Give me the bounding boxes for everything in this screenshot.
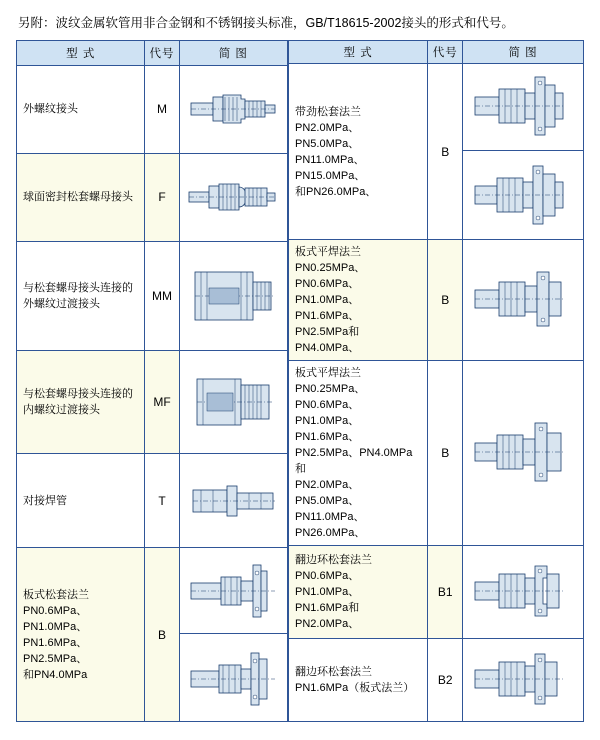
table-row — [289, 639, 584, 722]
table-row — [17, 548, 288, 634]
row-code: T — [145, 454, 179, 548]
ribbed-lap-joint-flange-figure-2 — [463, 151, 584, 240]
header-type: 型 式 — [289, 41, 428, 64]
plate-slip-on-welding-flange-2-figure — [463, 361, 584, 546]
flared-ring-lap-joint-flange-figure — [463, 546, 584, 639]
row-code: B2 — [428, 639, 463, 722]
row-type: 翻边环松套法兰 PN0.6MPa、PN1.0MPa、 PN1.6MPa和PN2.0MPa、 — [289, 546, 428, 639]
row-code: MF — [145, 351, 179, 454]
row-type: 外螺纹接头 — [17, 65, 145, 153]
row-code: B — [145, 548, 179, 722]
row-code: F — [145, 153, 179, 241]
table-row — [17, 241, 288, 351]
table-row — [17, 153, 288, 241]
left-table — [16, 40, 288, 722]
page-title: 另附：波纹金属软管用非合金钢和不锈钢接头标准，GB/T18615-2002接头的形式和代号。 — [18, 16, 514, 30]
external-thread-transition-figure — [179, 241, 287, 351]
table-row — [17, 454, 288, 548]
table-header-row — [17, 41, 288, 66]
header-code: 代号 — [428, 41, 463, 64]
internal-thread-transition-figure — [179, 351, 287, 454]
row-type: 与松套螺母接头连接的内螺纹过渡接头 — [17, 351, 145, 454]
header-code: 代号 — [145, 41, 179, 66]
row-type: 翻边环松套法兰 PN1.6MPa（板式法兰） — [289, 639, 428, 722]
row-code: B — [428, 240, 463, 361]
row-type: 与松套螺母接头连接的外螺纹过渡接头 — [17, 241, 145, 351]
row-type: 带劲松套法兰 PN2.0MPa、PN5.0MPa、 PN11.0MPa、PN15.0MPa、 和PN26.0MPa、 — [289, 64, 428, 240]
header-figure: 简 图 — [179, 41, 287, 66]
row-type: 对接焊管 — [17, 454, 145, 548]
standards-tables — [16, 40, 584, 722]
row-type: 板式松套法兰 PN0.6MPa、PN1.0MPa、 PN1.6MPa、PN2.5MPa、 和PN4.0MPa — [17, 548, 145, 722]
ribbed-lap-joint-flange-figure — [463, 64, 584, 151]
table-row — [289, 361, 584, 546]
table-row — [289, 64, 584, 151]
plate-lap-joint-flange-figure — [179, 548, 287, 634]
row-code: B — [428, 361, 463, 546]
table-header-row — [289, 41, 584, 64]
plate-slip-on-welding-flange-figure — [463, 240, 584, 361]
row-type: 球面密封松套螺母接头 — [17, 153, 145, 241]
row-code: B — [428, 64, 463, 240]
table-row — [289, 546, 584, 639]
flared-ring-lap-joint-flange-b2-figure — [463, 639, 584, 722]
table-row — [289, 240, 584, 361]
spherical-seal-union-nut-figure — [179, 153, 287, 241]
butt-weld-pipe-figure — [179, 454, 287, 548]
right-table — [288, 40, 584, 722]
row-type: 板式平焊法兰 PN0.25MPa、PN0.6MPa、 PN1.0MPa、PN1.6MPa、 PN2.5MPa、PN4.0MPa 和 PN2.0MPa、PN5.0MPa、 PN11.0MPa、PN26.0MPa、 — [289, 361, 428, 546]
table-row — [17, 351, 288, 454]
row-code: M — [145, 65, 179, 153]
plate-lap-joint-flange-figure-2 — [179, 634, 287, 722]
table-row — [17, 65, 288, 153]
header-figure: 简 图 — [463, 41, 584, 64]
row-code: MM — [145, 241, 179, 351]
row-code: B1 — [428, 546, 463, 639]
header-type: 型 式 — [17, 41, 145, 66]
row-type: 板式平焊法兰 PN0.25MPa、PN0.6MPa、 PN1.0MPa、PN1.6MPa、 PN2.5MPa和PN4.0MPa、 — [289, 240, 428, 361]
male-thread-fitting-figure — [179, 65, 287, 153]
